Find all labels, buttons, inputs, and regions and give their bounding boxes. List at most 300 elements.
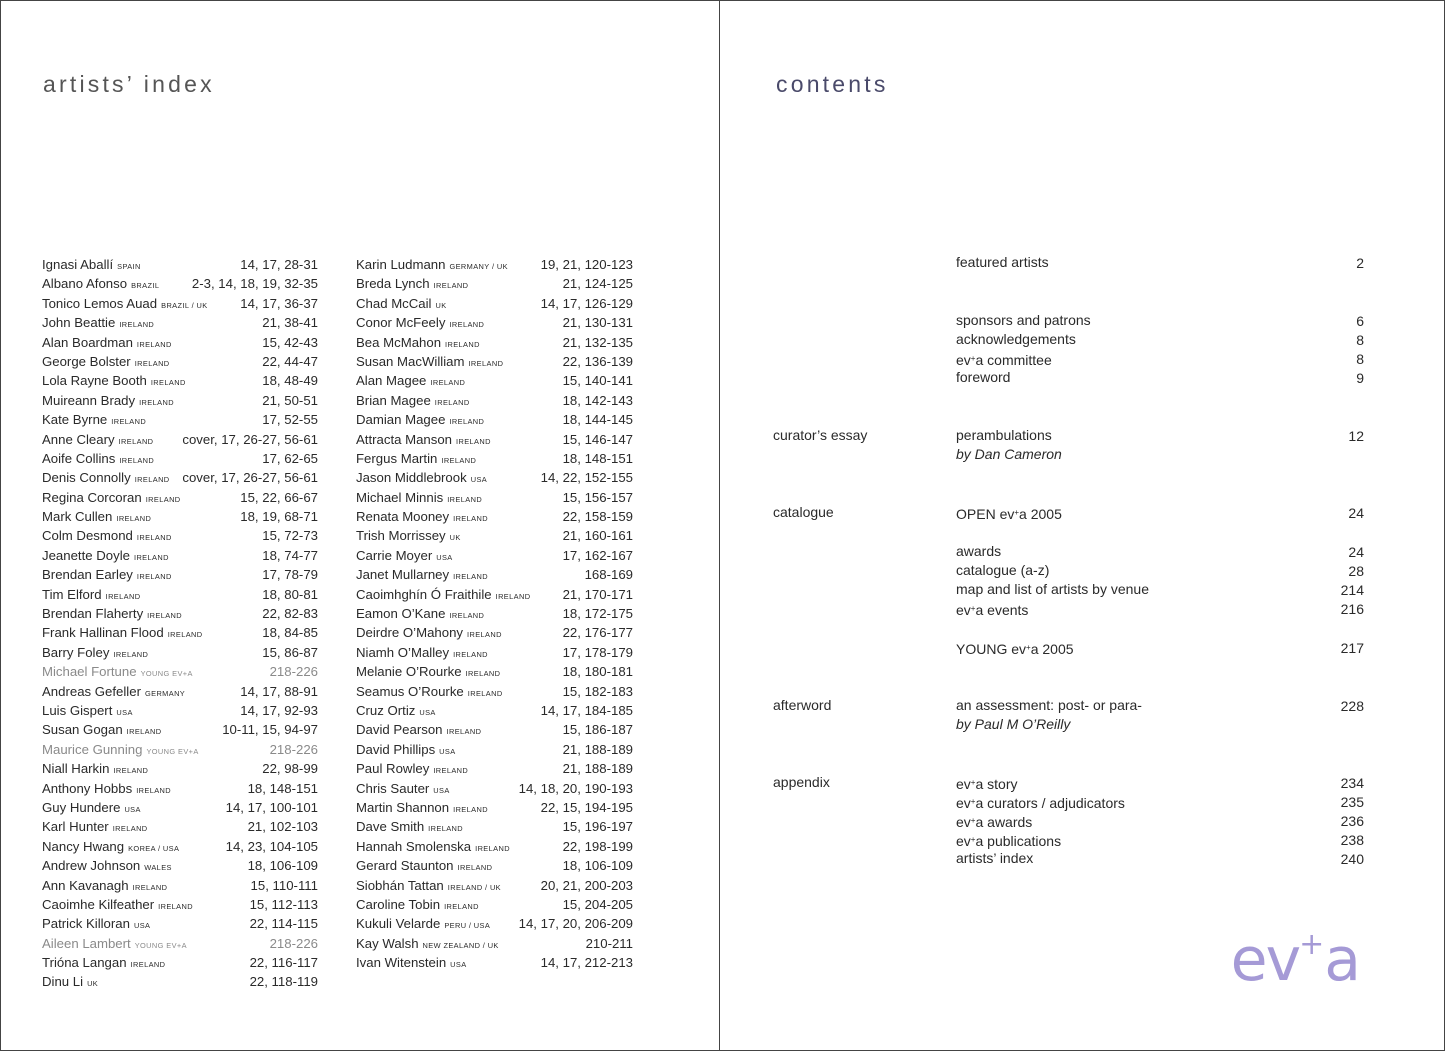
artist-name-line xyxy=(356,740,456,761)
artist-pages: 15, 156-157 xyxy=(562,489,633,505)
artist-country: YOUNG EV+A xyxy=(134,940,187,950)
artist-pages: cover, 17, 26-27, 56-61 xyxy=(182,470,318,486)
contents-entry-title: OPEN ev+a 2005 xyxy=(956,506,1062,522)
artist-name-line xyxy=(356,856,492,877)
artist-country: IRELAND xyxy=(167,630,203,640)
artist-country: SPAIN xyxy=(117,262,141,271)
index-entry xyxy=(42,740,318,759)
contents-entry-title: ev+a committee xyxy=(956,352,1052,368)
artist-pages: 21, 38-41 xyxy=(262,315,318,331)
artist-name-line xyxy=(42,410,146,431)
index-entry xyxy=(356,294,633,313)
artist-pages: 14, 17, 126-129 xyxy=(540,295,633,311)
artist-pages: 22, 176-177 xyxy=(562,625,633,641)
artist-pages: 21, 188-189 xyxy=(562,741,633,757)
artist-country: IRELAND / UK xyxy=(447,882,502,892)
artist-pages: 15, 72-73 xyxy=(262,528,318,544)
artist-name: Janet Mullarney xyxy=(356,567,450,583)
artist-name: Luis Gispert xyxy=(42,702,113,718)
index-entry xyxy=(42,313,318,332)
artist-pages: 18, 172-175 xyxy=(562,606,633,622)
index-entry xyxy=(356,779,633,798)
artist-name-line xyxy=(42,914,150,935)
artist-name: Mark Cullen xyxy=(42,509,113,525)
artist-name-line xyxy=(42,701,133,722)
artist-name: Deirdre O’Mahony xyxy=(356,625,464,641)
artist-country: GERMANY / UK xyxy=(449,262,508,271)
artist-name: Andrew Johnson xyxy=(42,858,141,874)
artist-name-line xyxy=(356,798,488,819)
artist-country: IRELAND xyxy=(133,552,169,562)
artist-name-line xyxy=(42,895,193,916)
index-entry xyxy=(42,274,318,293)
artist-country: NEW ZEALAND / UK xyxy=(422,940,499,950)
artist-pages: 17, 52-55 xyxy=(262,412,318,428)
artist-name-line xyxy=(356,585,530,606)
plus-superscript: + xyxy=(970,835,976,844)
index-entry xyxy=(356,585,633,604)
artist-name: Paul Rowley xyxy=(356,761,430,777)
artist-country: IRELAND xyxy=(456,436,491,446)
artist-name-line xyxy=(42,604,182,625)
artist-pages: 21, 160-161 xyxy=(562,528,633,544)
index-entry xyxy=(356,682,633,701)
contents-entry-title: ev+a curators / adjudicators xyxy=(956,795,1125,811)
artist-country: KOREA / USA xyxy=(128,843,180,853)
artist-name: Renata Mooney xyxy=(356,509,450,525)
artist-country: IRELAND xyxy=(453,514,488,524)
artist-name: Tim Elford xyxy=(42,586,102,602)
artist-name: Bea McMahon xyxy=(356,334,442,350)
artist-country: IRELAND xyxy=(446,727,482,737)
index-entry xyxy=(356,565,633,584)
artist-country: IRELAND xyxy=(444,901,479,911)
contents-list xyxy=(720,1,1445,1052)
contents-entry-title: ev+a awards xyxy=(956,814,1033,830)
artist-name: Patrick Killoran xyxy=(42,916,130,932)
contents-page-number: 8 xyxy=(1356,332,1364,348)
artist-name: Trish Morrissey xyxy=(356,528,446,544)
artist-name-line xyxy=(356,895,479,916)
artist-pages: 18, 74-77 xyxy=(262,547,318,563)
index-entry xyxy=(42,371,318,390)
artist-country: UK xyxy=(87,979,99,989)
artist-country: IRELAND xyxy=(116,514,152,524)
index-entry xyxy=(42,449,318,468)
artist-name: Siobhán Tattan xyxy=(356,877,444,893)
artist-name: Nancy Hwang xyxy=(42,838,125,854)
artist-pages: 15, 204-205 xyxy=(562,896,633,912)
artist-country: UK xyxy=(435,300,447,310)
artist-country: IRELAND xyxy=(147,611,183,621)
contents-page-number: 235 xyxy=(1340,794,1364,810)
artist-name: Susan Gogan xyxy=(42,722,123,738)
artist-pages: 21, 124-125 xyxy=(562,276,633,292)
artist-name: Ignasi Aballí xyxy=(42,257,114,272)
artist-name: John Beattie xyxy=(42,315,116,331)
artist-name: Aoife Collins xyxy=(42,450,116,466)
artist-pages: 22, 198-199 xyxy=(562,838,633,854)
index-entry xyxy=(356,449,633,468)
contents-entry-title: featured artists xyxy=(956,254,1049,270)
artist-name: Michael Minnis xyxy=(356,489,444,505)
artist-pages: 14, 17, 36-37 xyxy=(240,295,318,311)
artist-name: Dinu Li xyxy=(42,974,84,990)
artist-pages: 2-3, 14, 18, 19, 32-35 xyxy=(191,276,318,292)
contents-entry-title: ev+a story xyxy=(956,776,1018,792)
artist-name: Alan Magee xyxy=(356,373,427,389)
artist-country: UK xyxy=(449,533,461,543)
artist-pages: 10-11, 15, 94-97 xyxy=(222,722,318,738)
artist-name-line xyxy=(356,410,484,431)
artist-name-line xyxy=(42,972,98,993)
index-entry xyxy=(356,546,633,565)
artist-name-line xyxy=(356,313,484,334)
artist-name-line xyxy=(356,876,501,897)
artist-name: Anthony Hobbs xyxy=(42,780,133,796)
artist-name-line xyxy=(356,662,500,683)
index-entry xyxy=(42,934,318,953)
artist-name: Caoimhghín Ó Fraithile xyxy=(356,586,492,602)
artist-name: Dave Smith xyxy=(356,819,425,835)
plus-superscript: + xyxy=(970,816,976,825)
artist-name: Trióna Langan xyxy=(42,955,127,971)
contents-entry-title: sponsors and patrons xyxy=(956,312,1091,328)
artist-name: Caroline Tobin xyxy=(356,896,441,912)
index-entry xyxy=(356,740,633,759)
artist-name: Susan MacWilliam xyxy=(356,353,465,369)
artist-name: Regina Corcoran xyxy=(42,489,142,505)
artist-country: IRELAND xyxy=(136,533,172,543)
artist-pages: 21, 102-103 xyxy=(247,819,318,835)
artist-pages: 15, 42-43 xyxy=(262,334,318,350)
index-entry xyxy=(356,313,633,332)
index-entry xyxy=(42,953,318,972)
artist-pages: 15, 86-87 xyxy=(262,644,318,660)
artist-country: IRELAND xyxy=(428,824,464,834)
artist-country: IRELAND xyxy=(447,494,483,504)
artist-pages: 15, 22, 66-67 xyxy=(240,489,318,505)
artist-name-line xyxy=(356,391,470,412)
plus-superscript: + xyxy=(970,354,976,363)
index-entry xyxy=(42,391,318,410)
artist-name-line xyxy=(42,643,148,664)
artist-name-line xyxy=(42,430,153,451)
index-entry xyxy=(356,526,633,545)
artist-name-line xyxy=(42,526,172,547)
contents-entry-byline: by Dan Cameron xyxy=(956,446,1062,462)
artist-name: Ivan Witenstein xyxy=(356,955,447,971)
artist-pages: 15, 146-147 xyxy=(562,431,633,447)
artist-pages: 19, 21, 120-123 xyxy=(540,257,633,272)
artist-name-line xyxy=(42,468,170,489)
index-entry xyxy=(356,720,633,739)
artist-name: David Phillips xyxy=(356,741,436,757)
artist-name: Andreas Gefeller xyxy=(42,683,141,699)
artist-name: Eamon O’Kane xyxy=(356,606,446,622)
contents-entry-title: acknowledgements xyxy=(956,331,1076,347)
artist-name: Albano Afonso xyxy=(42,276,128,292)
artist-pages: 14, 17, 92-93 xyxy=(240,702,318,718)
artist-country: IRELAND xyxy=(445,339,480,349)
artist-name-line xyxy=(42,856,172,877)
index-entry xyxy=(42,720,318,739)
artist-pages: 22, 136-139 xyxy=(562,353,633,369)
artist-name-line xyxy=(356,623,502,644)
artist-name-line xyxy=(42,720,162,741)
page-title: contents xyxy=(776,71,889,97)
artist-name-line xyxy=(42,391,174,412)
artist-country: IRELAND xyxy=(134,475,170,485)
artist-pages: 14, 18, 20, 190-193 xyxy=(518,780,633,796)
artist-country: PERU / USA xyxy=(444,921,491,931)
artist-country: USA xyxy=(436,552,453,562)
artist-name-line xyxy=(356,449,476,470)
index-entry xyxy=(356,934,633,953)
index-entry xyxy=(356,953,633,972)
artist-country: USA xyxy=(116,707,133,717)
contents-entry-title: artists’ index xyxy=(956,850,1034,866)
artist-name: Maurice Gunning xyxy=(42,741,143,757)
contents-entry-title: YOUNG ev+a 2005 xyxy=(956,641,1074,657)
artist-country: IRELAND xyxy=(453,804,488,814)
artist-name-line xyxy=(356,817,463,838)
artist-country: IRELAND xyxy=(433,766,469,776)
index-entry xyxy=(42,410,318,429)
artist-country: USA xyxy=(419,707,436,717)
artist-pages: 18, 48-49 xyxy=(262,373,318,389)
index-entry xyxy=(42,294,318,313)
artist-name: Karl Hunter xyxy=(42,819,109,835)
index-entry xyxy=(42,701,318,720)
index-entry xyxy=(42,779,318,798)
artist-country: IRELAND xyxy=(105,591,141,601)
artist-pages: 14, 17, 20, 206-209 xyxy=(518,916,633,932)
contents-page-number: 236 xyxy=(1340,813,1364,829)
index-entry xyxy=(42,526,318,545)
artist-country: IRELAND xyxy=(467,688,503,698)
index-entry xyxy=(356,488,633,507)
artist-pages: 17, 178-179 xyxy=(562,644,633,660)
contents-page-number: 2 xyxy=(1356,255,1364,271)
index-entry xyxy=(356,914,633,933)
index-entry xyxy=(42,255,318,274)
artist-name: George Bolster xyxy=(42,353,131,369)
plus-superscript: + xyxy=(1026,643,1031,652)
artist-pages: 218-226 xyxy=(269,741,318,757)
artist-name-line xyxy=(42,352,170,373)
index-entry xyxy=(42,972,318,991)
artist-country: IRELAND xyxy=(441,455,477,465)
artist-country: IRELAND xyxy=(119,455,155,465)
artist-name: Aileen Lambert xyxy=(42,935,131,951)
index-entry xyxy=(356,701,633,720)
artist-name-line xyxy=(42,255,141,276)
artist-name-line xyxy=(356,779,450,800)
index-entry xyxy=(42,662,318,681)
page-title: artists’ index xyxy=(43,71,215,97)
artist-name-line xyxy=(42,798,141,819)
artist-name: Brendan Flaherty xyxy=(42,606,144,622)
artist-name-line xyxy=(42,740,199,761)
artist-name: Carrie Moyer xyxy=(356,547,433,563)
artist-name: Karin Ludmann xyxy=(356,257,446,272)
index-entry xyxy=(42,507,318,526)
artist-name-line xyxy=(356,488,482,509)
artist-name: Martin Shannon xyxy=(356,799,450,815)
artist-name: Barry Foley xyxy=(42,644,110,660)
artist-name-line xyxy=(42,623,203,644)
artist-name-line xyxy=(356,759,468,780)
artist-name-line xyxy=(42,876,167,897)
artist-pages: 15, 196-197 xyxy=(562,819,633,835)
artist-pages: 22, 15, 194-195 xyxy=(540,799,633,815)
artist-pages: 21, 132-135 xyxy=(562,334,633,350)
artist-pages: 18, 106-109 xyxy=(247,858,318,874)
artist-name-line xyxy=(356,255,508,276)
artist-pages: 22, 116-117 xyxy=(249,955,318,971)
artist-name: Fergus Martin xyxy=(356,450,438,466)
contents-entry-title: ev+a publications xyxy=(956,833,1062,849)
artist-country: IRELAND xyxy=(126,727,162,737)
artist-name-line xyxy=(42,759,148,780)
contents-page-number: 6 xyxy=(1356,313,1364,329)
contents-page-number: 24 xyxy=(1348,505,1364,521)
artist-country: IRELAND xyxy=(434,397,470,407)
index-entry xyxy=(42,488,318,507)
contents-entry-title: awards xyxy=(956,543,1002,559)
artist-pages: 15, 110-111 xyxy=(250,877,318,893)
artist-country: YOUNG EV+A xyxy=(146,746,199,756)
artist-country: IRELAND xyxy=(136,572,172,582)
artist-country: IRELAND xyxy=(136,785,172,795)
artist-country: IRELAND xyxy=(449,611,485,621)
artist-name: Chris Sauter xyxy=(356,780,430,796)
index-entry xyxy=(42,333,318,352)
index-entry xyxy=(356,662,633,681)
artist-name: Frank Hallinan Flood xyxy=(42,625,164,641)
artist-country: IRELAND xyxy=(433,281,469,291)
artist-name: Kay Walsh xyxy=(356,935,419,951)
artist-country: IRELAND xyxy=(119,320,155,330)
artist-name: Ann Kavanagh xyxy=(42,877,129,893)
index-entry xyxy=(42,856,318,875)
eva-logo: ev+a xyxy=(1230,925,1359,995)
artist-name: Jason Middlebrook xyxy=(356,470,467,486)
artist-pages: 168-169 xyxy=(584,567,633,583)
artist-pages: 14, 23, 104-105 xyxy=(225,838,318,854)
index-entry xyxy=(356,876,633,895)
artist-country: IRELAND xyxy=(113,766,149,776)
index-entry xyxy=(356,333,633,352)
artist-pages: 22, 82-83 xyxy=(262,606,318,622)
artist-name: Niall Harkin xyxy=(42,761,110,777)
artist-pages: 14, 17, 184-185 xyxy=(540,702,633,718)
artist-country: IRELAND xyxy=(139,397,174,407)
contents-section-label: afterword xyxy=(773,697,832,713)
artist-name-line xyxy=(42,779,171,800)
artist-name-line xyxy=(42,837,179,858)
index-entry xyxy=(42,895,318,914)
index-entry xyxy=(356,255,633,274)
artist-pages: 22, 44-47 xyxy=(262,353,318,369)
index-entry xyxy=(356,507,633,526)
contents-entry-title: an assessment: post- or para- xyxy=(956,697,1142,713)
artist-country: IRELAND xyxy=(465,669,501,679)
artist-name-line xyxy=(42,371,186,392)
artist-country: IRELAND xyxy=(467,630,502,640)
contents-entry-title: ev+a events xyxy=(956,602,1029,618)
artist-name-line xyxy=(356,682,503,703)
artist-pages: 17, 162-167 xyxy=(562,547,633,563)
index-entry xyxy=(42,759,318,778)
index-entry xyxy=(42,623,318,642)
artist-name-line xyxy=(42,449,154,470)
artist-country: IRELAND xyxy=(453,572,488,582)
index-entry xyxy=(356,352,633,371)
artist-name: Seamus O’Rourke xyxy=(356,683,464,699)
artist-country: IRELAND xyxy=(158,901,193,911)
left-page-artists-index xyxy=(0,0,720,1051)
artist-pages: 14, 17, 88-91 xyxy=(240,683,318,699)
artist-name: Jeanette Doyle xyxy=(42,547,130,563)
contents-section-label: curator’s essay xyxy=(773,427,868,443)
artist-pages: 22, 114-115 xyxy=(249,916,318,932)
artist-pages: 18, 148-151 xyxy=(247,780,318,796)
artist-name-line xyxy=(356,468,487,489)
artist-name: Kate Byrne xyxy=(42,412,108,428)
contents-page-number: 9 xyxy=(1356,370,1364,386)
artist-name-line xyxy=(356,934,499,955)
artist-country: IRELAND xyxy=(145,494,181,504)
index-entry xyxy=(42,604,318,623)
artist-name: Niamh O’Malley xyxy=(356,644,450,660)
index-entry xyxy=(356,759,633,778)
contents-page-number: 12 xyxy=(1348,428,1364,444)
artist-country: BRAZIL xyxy=(131,281,160,291)
artist-pages: 21, 50-51 xyxy=(262,392,318,408)
artist-name-line xyxy=(356,643,488,664)
artist-name-line xyxy=(42,507,151,528)
index-entry xyxy=(356,895,633,914)
artist-name-line xyxy=(356,914,490,935)
index-entry xyxy=(356,643,633,662)
artist-pages: 15, 182-183 xyxy=(562,683,633,699)
right-page-contents xyxy=(719,0,1445,1051)
plus-superscript: + xyxy=(970,604,976,613)
artist-name: Kukuli Velarde xyxy=(356,916,441,932)
index-entry xyxy=(42,585,318,604)
artist-name-line xyxy=(356,274,468,295)
artist-name: Hannah Smolenska xyxy=(356,838,472,854)
contents-page-number: 28 xyxy=(1348,563,1364,579)
artist-country: IRELAND xyxy=(132,882,168,892)
artist-pages: 210-211 xyxy=(585,935,633,951)
artist-name-line xyxy=(356,701,436,722)
contents-entry-title: perambulations xyxy=(956,427,1052,443)
artist-country: IRELAND xyxy=(475,843,510,853)
contents-page-number: 240 xyxy=(1340,851,1364,867)
artist-name-line xyxy=(42,333,172,354)
artist-pages: 14, 17, 28-31 xyxy=(240,257,318,272)
index-column-2 xyxy=(356,255,633,972)
artist-name: Lola Rayne Booth xyxy=(42,373,147,389)
artist-country: WALES xyxy=(144,863,172,873)
artist-pages: 18, 80-81 xyxy=(262,586,318,602)
artist-name-line xyxy=(42,565,172,586)
artist-name: Brian Magee xyxy=(356,392,431,408)
artist-country: IRELAND xyxy=(449,417,485,427)
